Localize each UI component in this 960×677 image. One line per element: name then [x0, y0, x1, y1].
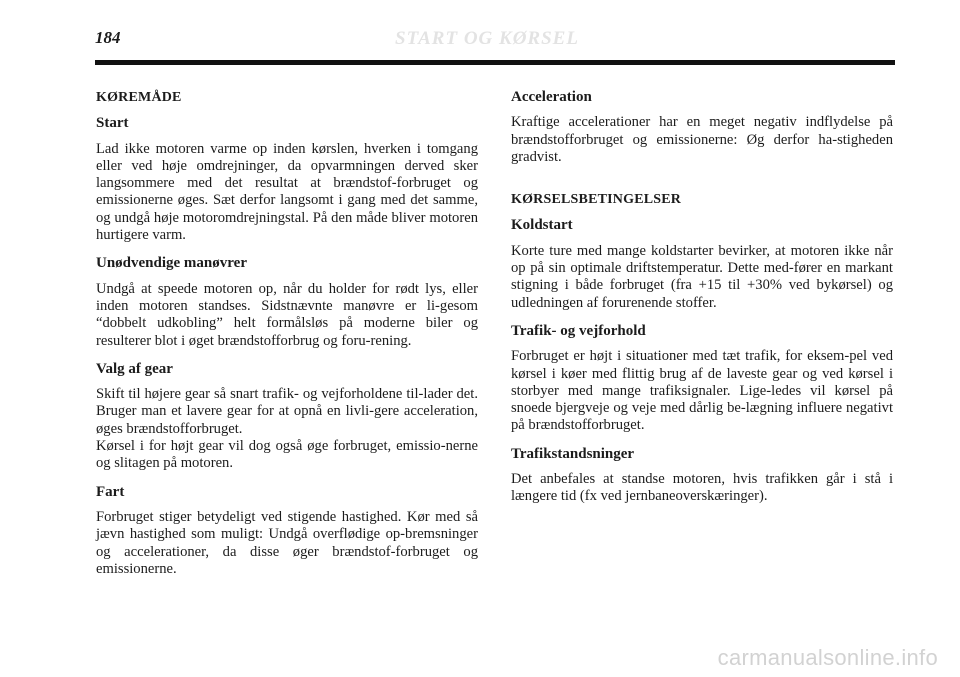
section-title: START OG KØRSEL	[395, 28, 579, 49]
subheading-start: Start	[96, 115, 129, 132]
paragraph-fart: Forbruget stiger betydeligt ved stigende hastighed. Kør med så jævn hastighed som muligt: Undgå overflødige op-bremsninger og accelerationer, da disse øger brændstof-forbruget og emissionerne.	[96, 508, 478, 577]
subheading-trafik-og-vejforhold: Trafik- og vejforhold	[511, 322, 646, 339]
page-number: 184	[95, 28, 121, 47]
paragraph-koldstart: Korte ture med mange koldstarter bevirker, at motoren ikke når op på sin optimale driftstemperatur. Dette med-fører en markant stigning i både forbruget (fra +15 til +30% ved bykørsel) og udledningen af forurenende stoffer.	[511, 242, 893, 311]
subheading-trafikstandsninger: Trafikstandsninger	[511, 445, 635, 462]
subheading-valg-af-gear: Valg af gear	[96, 360, 173, 377]
right-column	[511, 89, 893, 517]
paragraph-valg-af-gear: Skift til højere gear så snart trafik- og vejforholdene til-lader det. Bruger man et lavere gear for at opnå en livli-gere acceleration, øges brændstofforbruget.	[96, 386, 478, 437]
heading-koremade: KØREMÅDE	[96, 90, 182, 105]
paragraph-acceleration: Kraftige accelerationer har en meget negativ indflydelse på brændstofforbruget og emissionerne: Øg derfor ha-stigheden gradvist.	[511, 114, 893, 165]
header-rule	[95, 60, 895, 65]
page-header	[95, 28, 895, 56]
heading-korselsbetingelser: KØRSELSBETINGELSER	[511, 192, 682, 208]
paragraph-start: Lad ikke motoren varme op inden kørslen, hverken i tomgang eller ved høje omdrejninger, da opvarmningen derved sker langsommere med det resultat at brændstof-forbruget og emissionerne øges. Sæt derfor langsomt i gang med det samme, og undgå høje motoromdrejningstal. På den måde bliver motoren hurtigere varm.	[96, 140, 478, 244]
paragraph-trafik-og-vejforhold: Forbruget er højt i situationer med tæt trafik, for eksem-pel ved kørsel i køer med flittig brug af de laveste gear og ved kørsel i storbyer med mange trafiksignaler. Lige-ledes vil kørsel på snoede bjergveje og veje med dårlig be-lægning influere negativt på brændstofforbruget.	[511, 348, 893, 434]
paragraph-valg-af-gear-2: Kørsel i for højt gear vil dog også øge forbruget, emissio-nerne og slitagen på motoren.	[96, 438, 478, 472]
paragraph-trafikstandsninger: Det anbefales at standse motoren, hvis trafikken går i stå i længere tid (fx ved jernbaneoverskæringer).	[511, 471, 893, 505]
paragraph-unodvendige-manovrer: Undgå at speede motoren op, når du holder for rødt lys, eller inden motoren standses. Sidstnævnte manøvre er li-gesom “dobbelt udkobling” helt formålsløs på moderne biler og resulterer blot i øget brændstofforbrug og foru-rening.	[96, 280, 478, 349]
subheading-fart: Fart	[96, 483, 125, 500]
left-column	[96, 89, 478, 589]
subheading-acceleration: Acceleration	[511, 89, 592, 105]
subheading-unodvendige-manovrer: Unødvendige manøvrer	[96, 255, 247, 272]
subheading-koldstart: Koldstart	[511, 217, 573, 234]
watermark-text: carmanualsonline.info	[717, 645, 938, 670]
